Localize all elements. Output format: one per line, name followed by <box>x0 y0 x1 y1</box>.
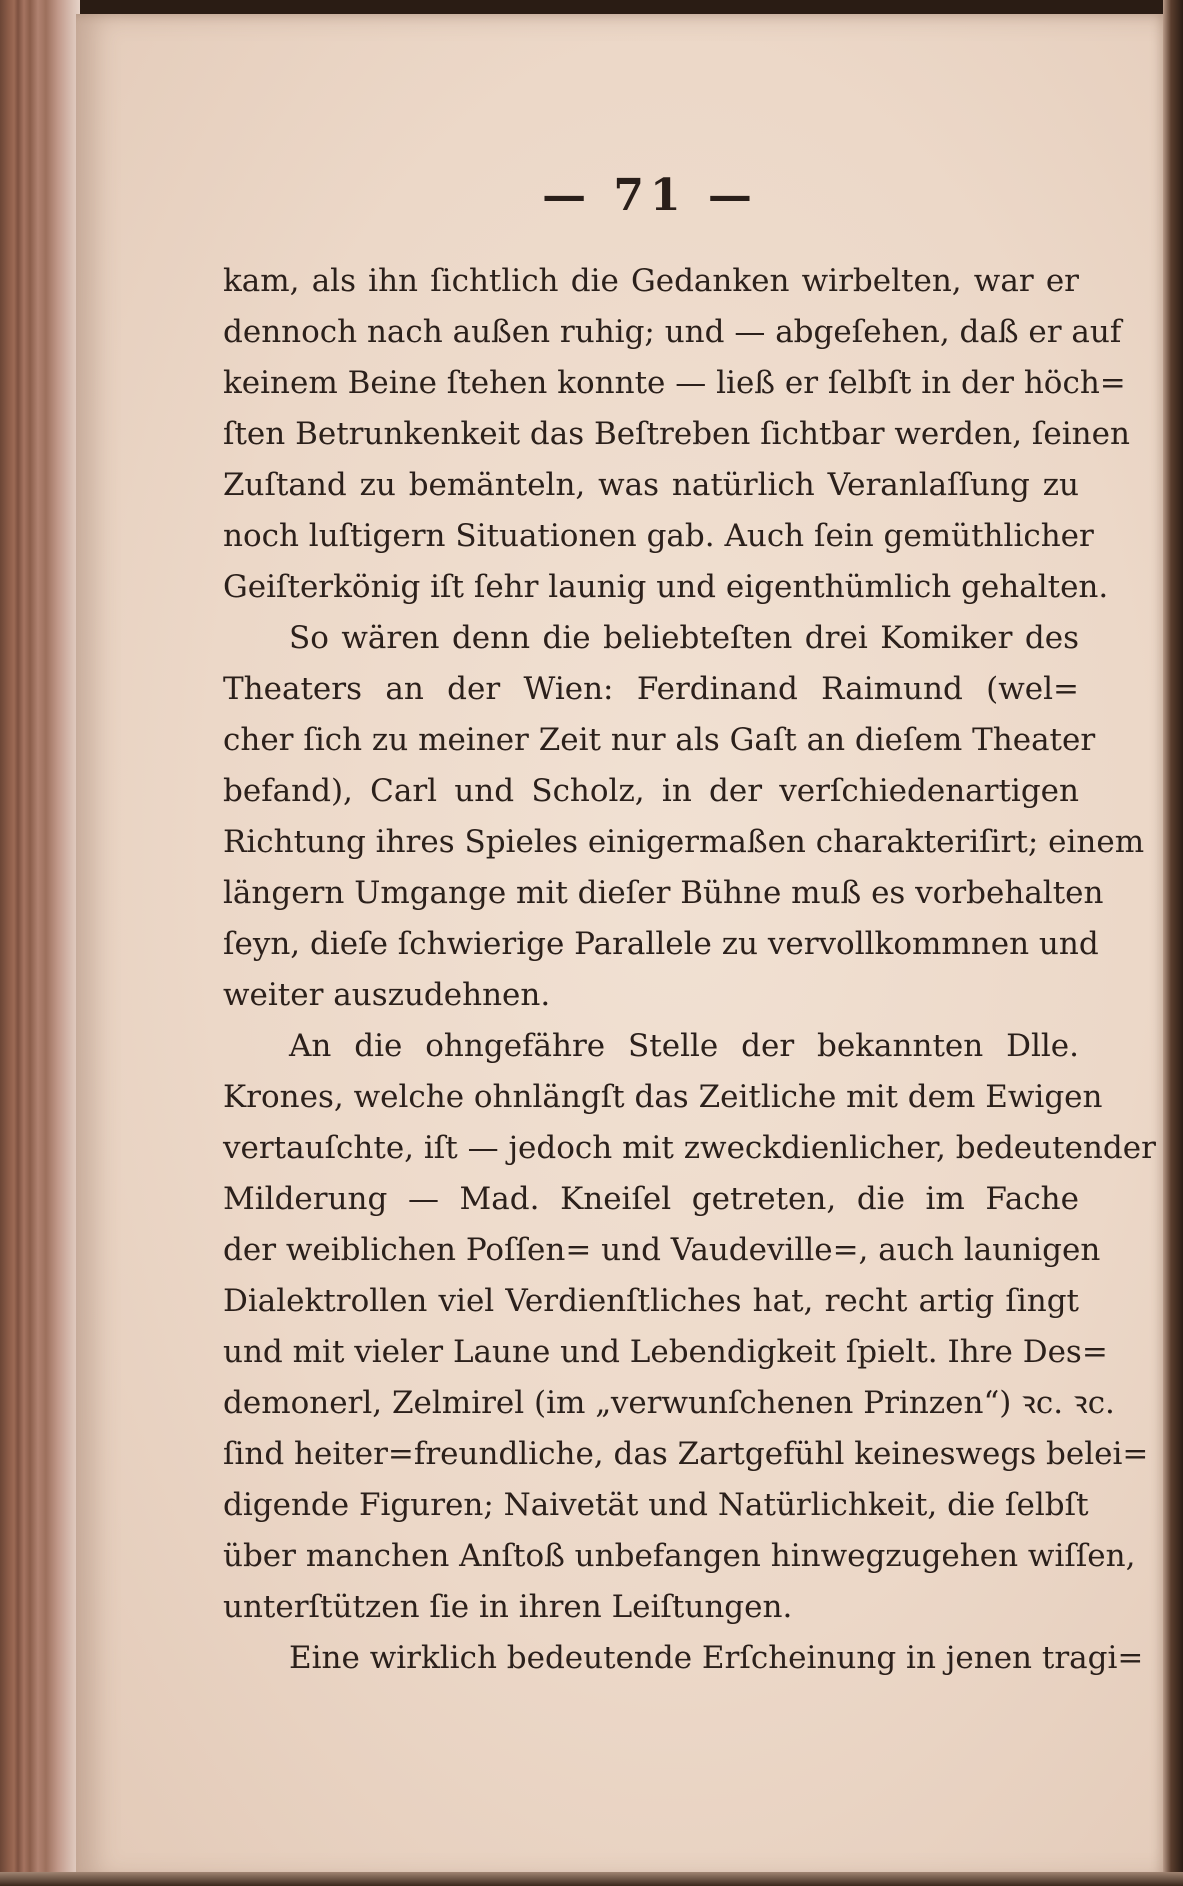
text-line: cher ſich zu meiner Zeit nur als Gaſt an dieſem Theater <box>223 722 1096 758</box>
text-line: dennoch nach außen ruhig; und — abgeſehen, daß er auf <box>223 314 1122 350</box>
text-line: Dialektrollen viel Verdienſtliches hat, recht artig ſingt <box>223 1283 1079 1319</box>
text-line: digende Figuren; Naivetät und Natürlichkeit, die ſelbſt <box>223 1487 1089 1523</box>
text-line: Theaters an der Wien: Ferdinand Raimund (wel= <box>223 671 1079 707</box>
text-line: An die ohngefähre Stelle der bekannten Dlle. <box>289 1028 1079 1064</box>
text-line: ſten Betrunkenkeit das Beſtreben ſichtbar werden, ſeinen <box>223 416 1130 452</box>
text-line: noch luſtigern Situationen gab. Auch ſein gemüthlicher <box>223 518 1094 554</box>
text-line: demonerl, Zelmirel (im „verwunſchenen Prinzen“) ꝛc. ꝛc. <box>223 1385 1115 1421</box>
text-line: der weiblichen Poſſen= und Vaudeville=, auch launigen <box>223 1232 1101 1268</box>
text-line: vertauſchte, iſt — jedoch mit zweckdienlicher, bedeutender <box>223 1130 1156 1166</box>
text-line: Geiſterkönig iſt ſehr launig und eigenthümlich gehalten. <box>223 569 1109 605</box>
text-line: über manchen Anſtoß unbefangen hinwegzugehen wiſſen, <box>223 1538 1136 1574</box>
text-line: keinem Beine ſtehen konnte — ließ er ſelbſt in der höch= <box>223 365 1126 401</box>
text-line: kam, als ihn ſichtlich die Gedanken wirbelten, war er <box>223 263 1079 299</box>
text-line: Krones, welche ohnlängſt das Zeitliche mit dem Ewigen <box>223 1079 1103 1115</box>
text-line: weiter auszudehnen. <box>223 977 551 1013</box>
text-line: unterſtützen ſie in ihren Leiſtungen. <box>223 1589 793 1625</box>
text-line: längern Umgange mit dieſer Bühne muß es vorbehalten <box>223 875 1104 911</box>
text-line: Eine wirklich bedeutende Erſcheinung in jenen tragi= <box>289 1640 1144 1676</box>
text-line: So wären denn die beliebteſten drei Komiker des <box>289 620 1079 656</box>
page-edge-right <box>1163 0 1183 1886</box>
book-spine <box>0 0 80 1886</box>
page-number: — 71 — <box>542 170 758 221</box>
text-line: befand), Carl und Scholz, in der verſchiedenartigen <box>223 773 1079 809</box>
text-line: Zuſtand zu bemänteln, was natürlich Veranlaſſung zu <box>223 467 1079 503</box>
text-line: Richtung ihres Spieles einigermaßen charakteriſirt; einem <box>223 824 1145 860</box>
body-text <box>223 256 1156 1684</box>
text-line: ſeyn, dieſe ſchwierige Parallele zu vervollkommnen und <box>223 926 1099 962</box>
page-edge-bottom <box>0 1872 1183 1886</box>
text-line: Milderung — Mad. Kneiſel getreten, die im Fache <box>223 1181 1079 1217</box>
text-line: ſind heiter=freundliche, das Zartgefühl keineswegs belei= <box>223 1436 1149 1472</box>
text-line: und mit vieler Laune und Lebendigkeit ſpielt. Ihre Des= <box>223 1334 1108 1370</box>
